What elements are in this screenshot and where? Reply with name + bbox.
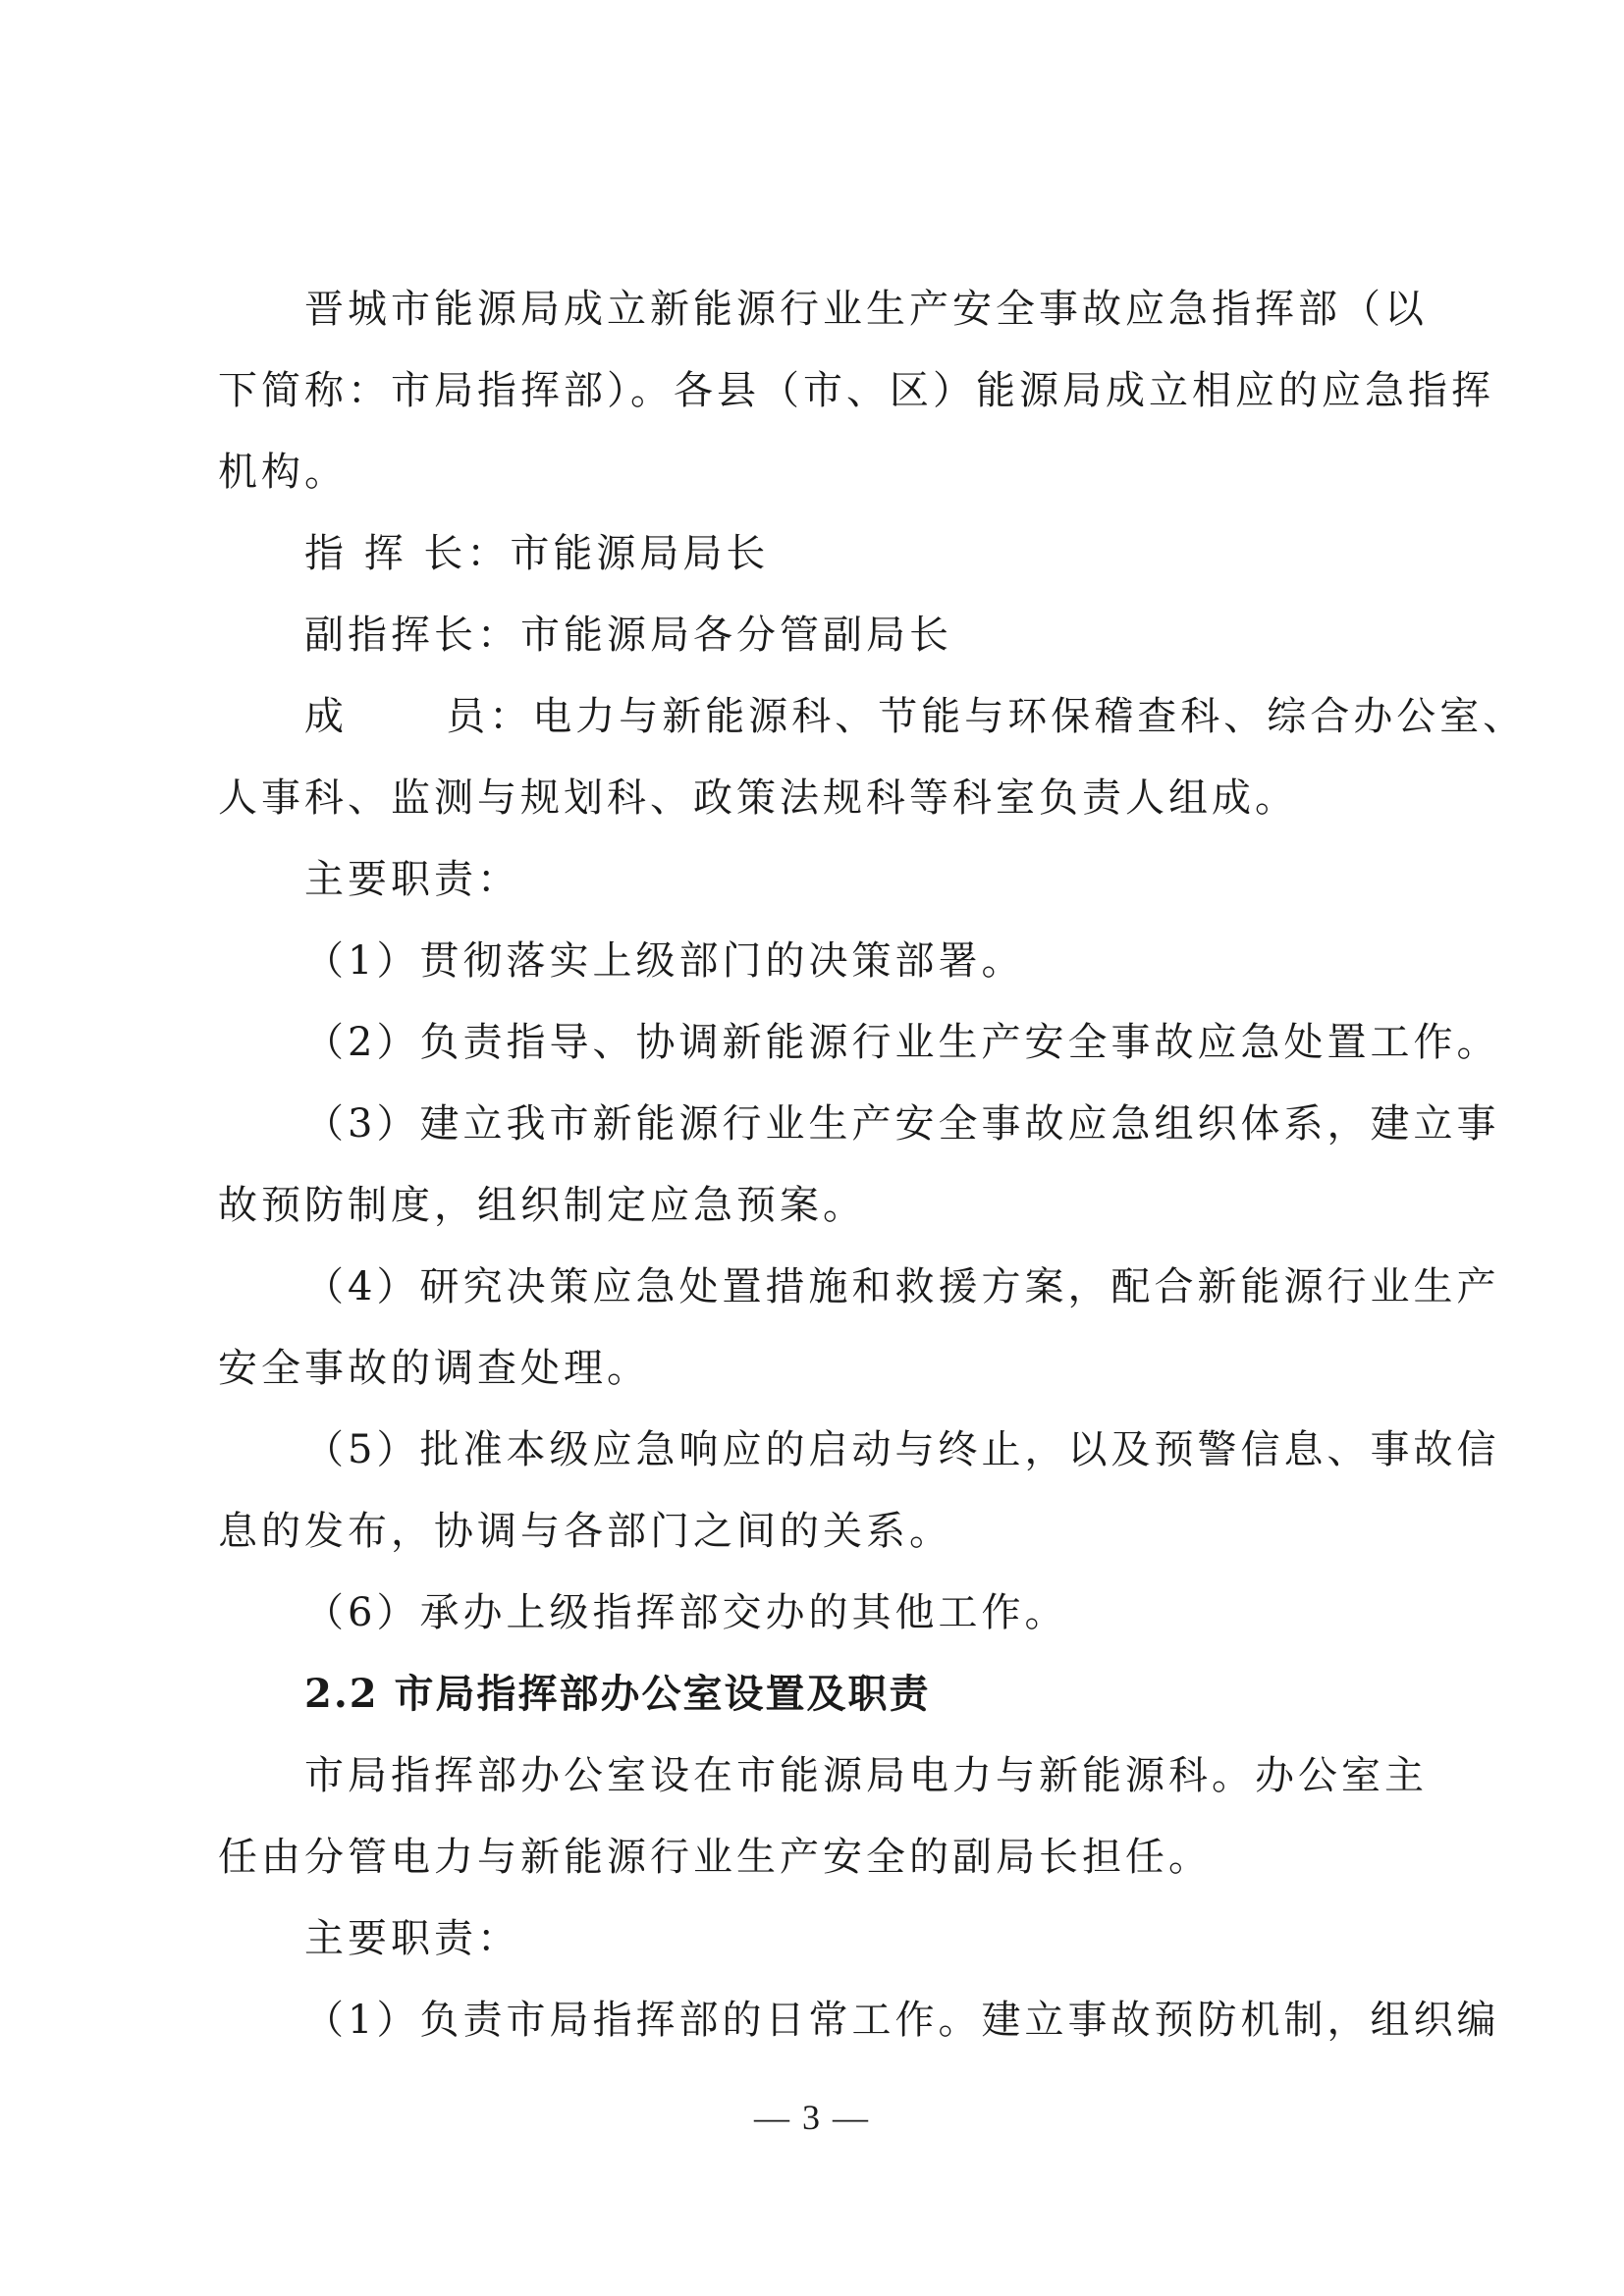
members-line: 成 员：电力与新能源科、节能与环保稽查科、综合办公室、 <box>304 694 1527 739</box>
duty-item-continued: 故预防制度，组织制定应急预案。 <box>218 1183 866 1228</box>
duty-item-continued: 息的发布，协调与各部门之间的关系。 <box>218 1509 952 1554</box>
deputy-commander-line: 副指挥长：市能源局各分管副局长 <box>304 613 952 658</box>
paragraph-line: 下简称：市局指挥部）。各县（市、区）能源局成立相应的应急指挥 <box>218 368 1494 413</box>
paragraph-line: 机构。 <box>218 450 348 495</box>
duty-item: （2）负责指导、协调新能源行业生产安全事故应急处置工作。 <box>304 1020 1500 1065</box>
paragraph-line: 任由分管电力与新能源行业生产安全的副局长担任。 <box>218 1835 1212 1880</box>
duty-item: （4）研究决策应急处置措施和救援方案，配合新能源行业生产 <box>304 1264 1500 1309</box>
commander-line: 指 挥 长：市能源局局长 <box>304 531 770 576</box>
paragraph-line: 市局指挥部办公室设在市能源局电力与新能源科。办公室主 <box>304 1753 1428 1798</box>
duty-item-continued: 安全事故的调查处理。 <box>218 1346 650 1391</box>
paragraph-line: 人事科、监测与规划科、政策法规科等科室负责人组成。 <box>218 775 1298 821</box>
duty-item: （3）建立我市新能源行业生产安全事故应急组织体系，建立事 <box>304 1101 1500 1147</box>
duty-item: （1）负责市局指挥部的日常工作。建立事故预防机制，组织编 <box>304 1998 1500 2043</box>
section-heading: 2.2 市局指挥部办公室设置及职责 <box>304 1671 931 1717</box>
page-number: — 3 — <box>754 2098 870 2137</box>
duty-item: （5）批准本级应急响应的启动与终止，以及预警信息、事故信 <box>304 1427 1500 1472</box>
duty-item: （6）承办上级指挥部交办的其他工作。 <box>304 1590 1068 1635</box>
duties-heading: 主要职责： <box>304 1916 520 1961</box>
paragraph-line: 晋城市能源局成立新能源行业生产安全事故应急指挥部（以 <box>304 287 1428 332</box>
duty-item: （1）贯彻落实上级部门的决策部署。 <box>304 938 1025 984</box>
duties-heading: 主要职责： <box>304 857 520 902</box>
